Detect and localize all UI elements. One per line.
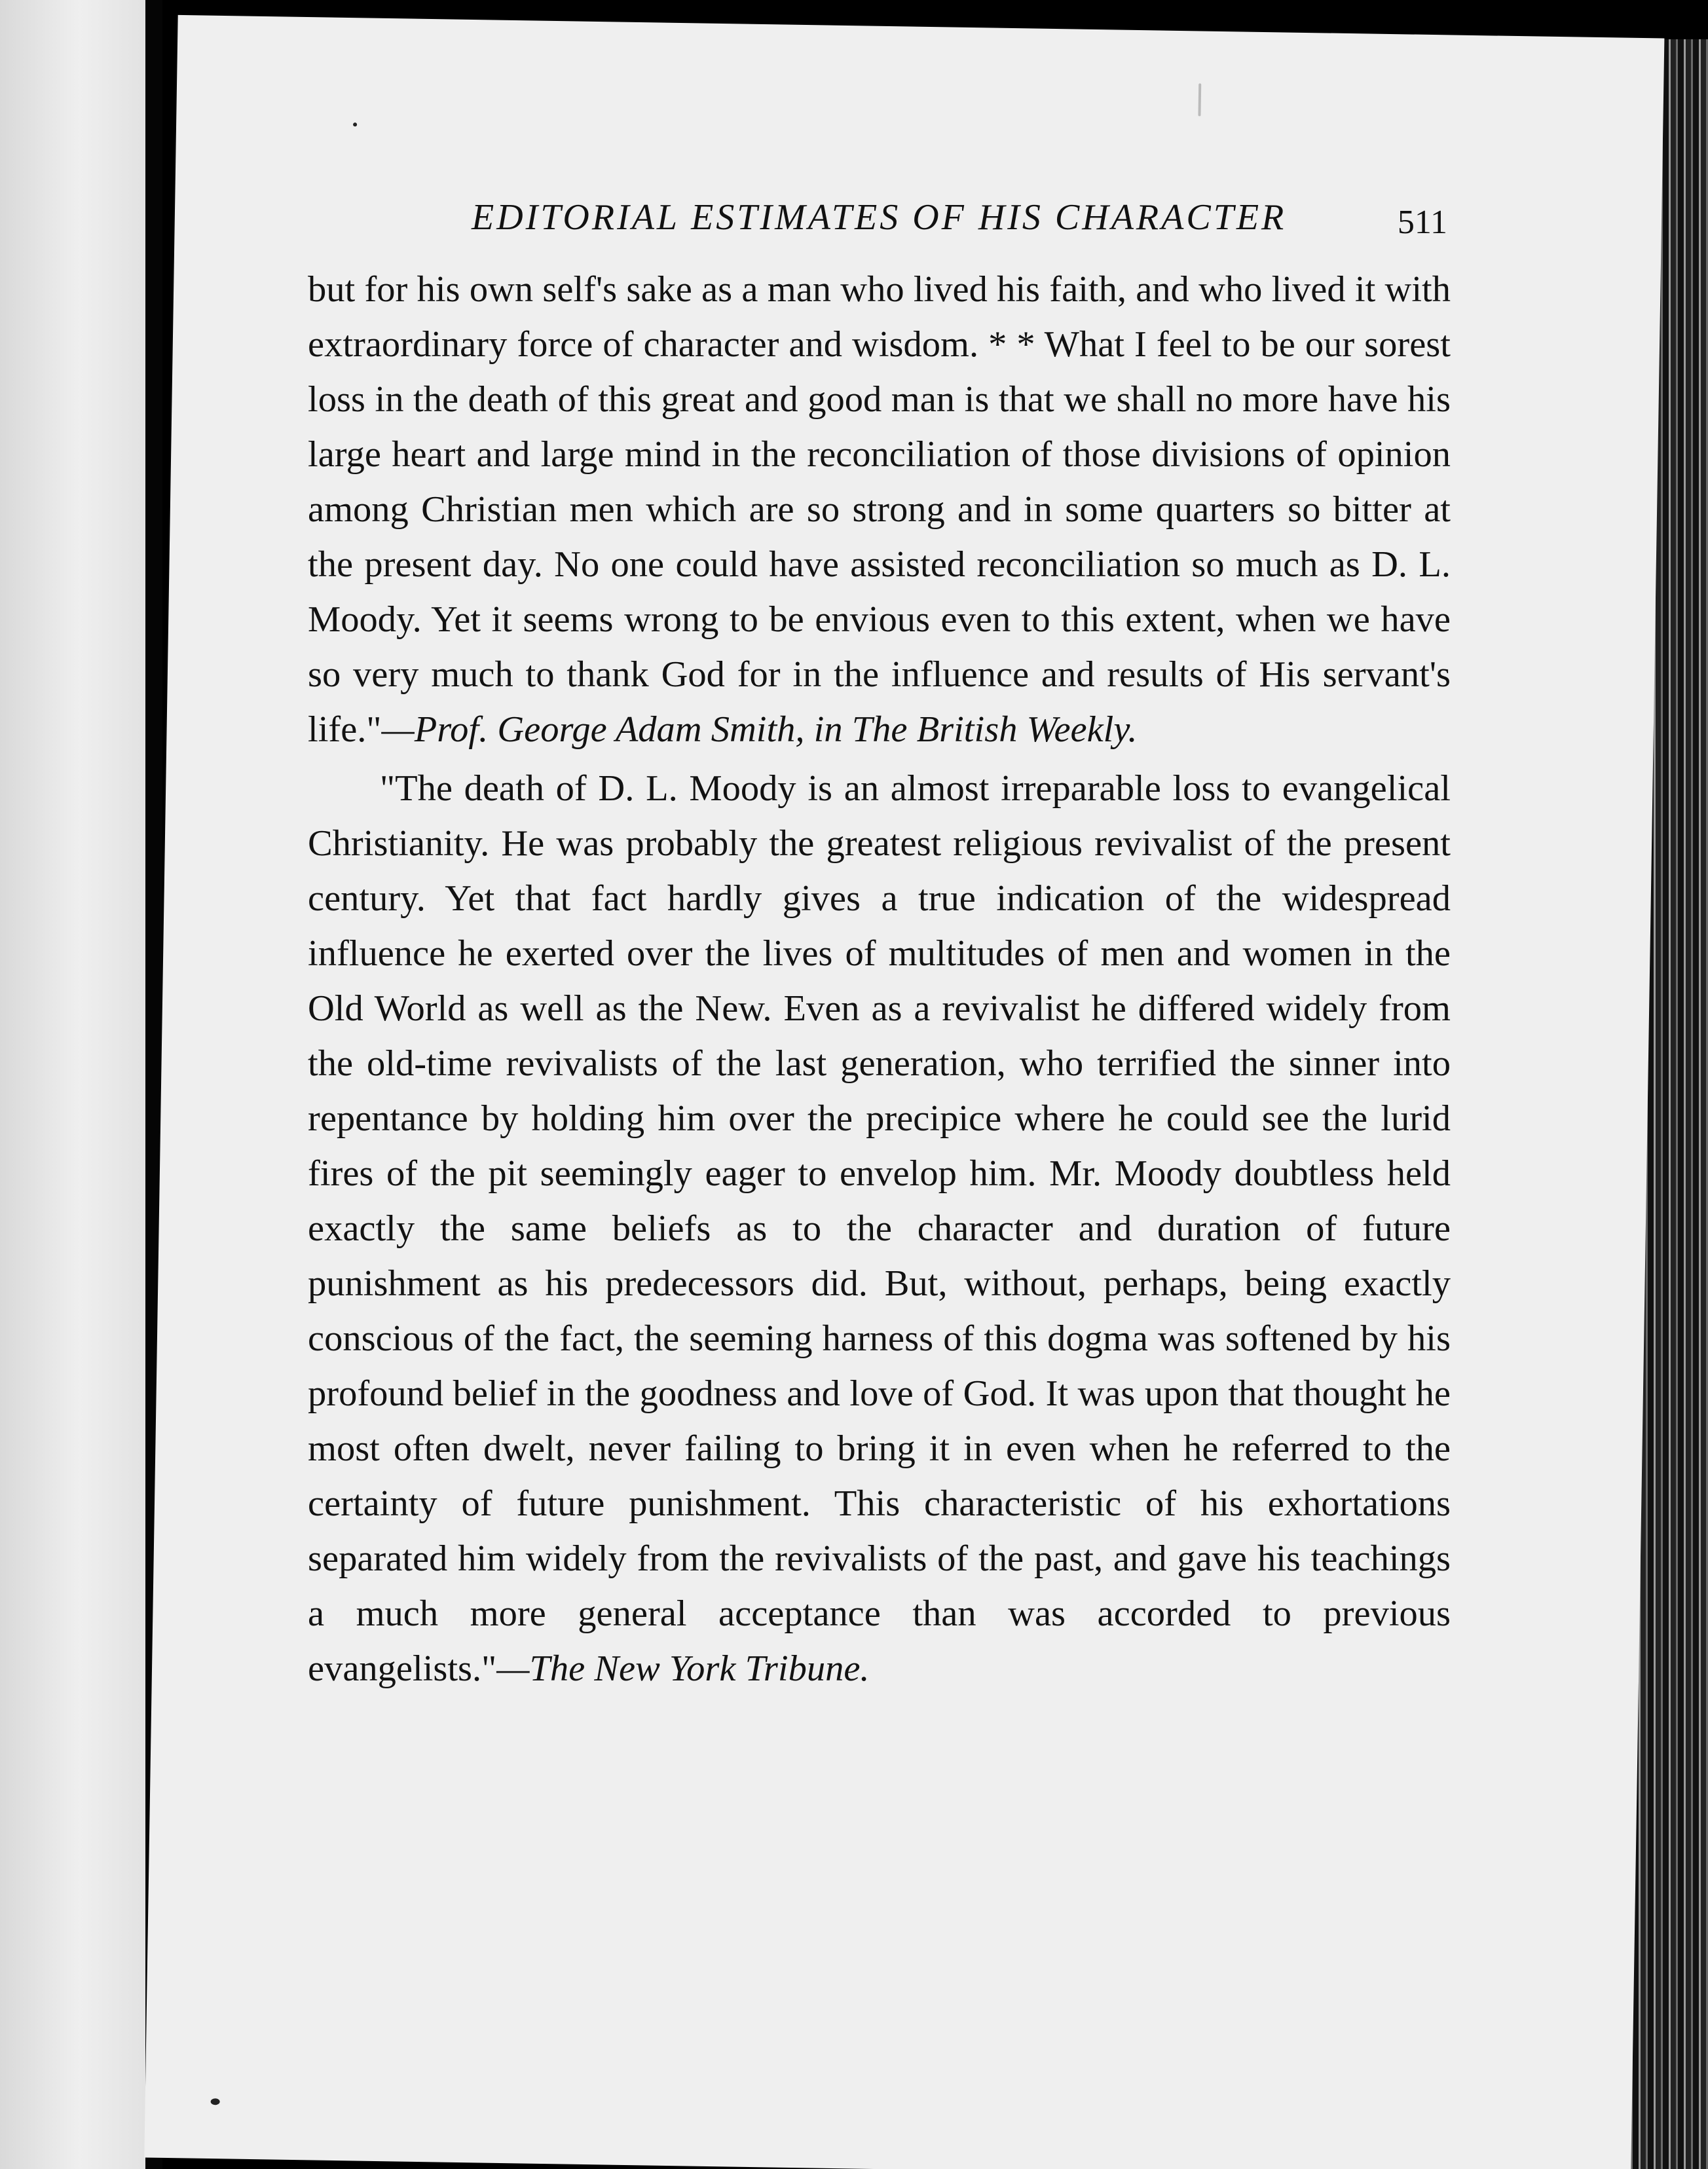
- paper-scratch: [1198, 83, 1201, 116]
- body-text: [308, 262, 1451, 1696]
- paper-speck: [211, 2098, 220, 2105]
- attribution-2: —The New York Tribune.: [496, 1648, 870, 1689]
- paragraph-1-text: but for his own self's sake as a man who lived his faith, and who lived it with extraordinary force of character and wisdom. * * What I feel to be our sorest loss in the death of this great and good man is that we shall no more have his large heart and large mind in the reconciliation of those divisions of opinion among Christian men which are so strong and in some quarters so bitter at the present day. No one could have assisted reconciliation so much as D. L. Moody. Yet it seems wrong to be envious even to this extent, when we have so very much to thank God for in the influence and results of His servant's life.": [308, 269, 1451, 750]
- paper-speck: [353, 122, 357, 126]
- paragraph-1: [308, 262, 1451, 757]
- page-number: 511: [1397, 204, 1447, 241]
- paragraph-2: [308, 761, 1451, 1696]
- running-title: EDITORIAL ESTIMATES OF HIS CHARACTER: [472, 197, 1287, 238]
- page-header: [308, 196, 1447, 249]
- attribution-1: —Prof. George Adam Smith, in The British Weekly.: [381, 709, 1138, 750]
- facing-page-edge: [0, 0, 145, 2169]
- paragraph-2-text: "The death of D. L. Moody is an almost irreparable loss to evangelical Christianity. He was probably the greatest religious revivalist of the present century. Yet that fact hardly gives a true indication of the widespread influence he exerted over the lives of multitudes of men and women in the Old World as well as the New. Even as a revivalist he differed widely from the old-time revivalists of the last generation, who terrified the sinner into repentance by holding him over the precipice where he could see the lurid fires of the pit seemingly eager to envelop him. Mr. Moody doubtless held exactly the same beliefs as to the character and duration of future punishment as his predecessors did. But, without, perhaps, being exactly conscious of the fact, the seeming harness of this dogma was softened by his profound belief in the goodness and love of God. It was upon that thought he most often dwelt, never failing to bring it in even when he referred to the certainty of future punishment. This characteristic of his exhortations separated him widely from the revivalists of the past, and gave his teachings a much more general acceptance than was accorded to previous evangelists.": [308, 768, 1451, 1689]
